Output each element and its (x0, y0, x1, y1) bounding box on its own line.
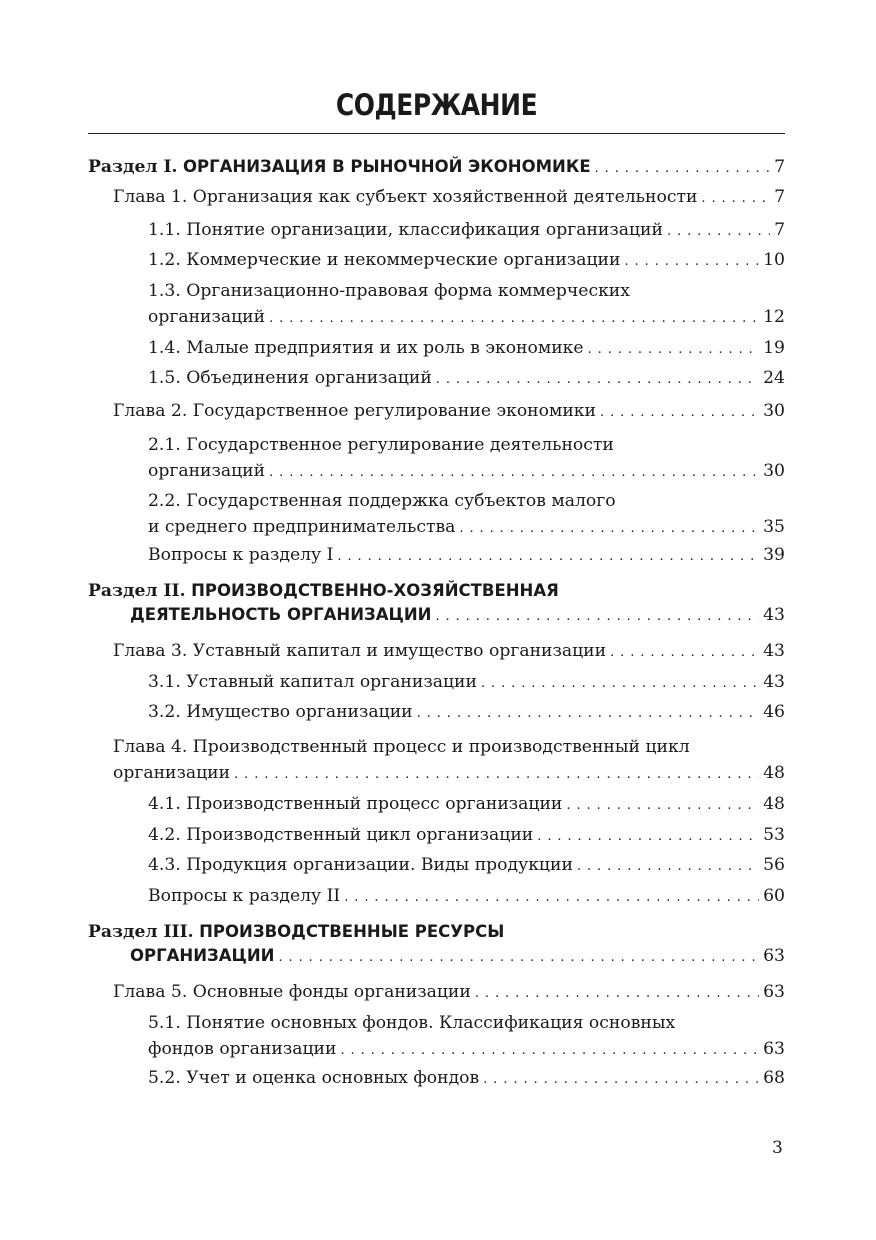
dot-leader (566, 792, 759, 818)
toc-entry-title: ОРГАНИЗАЦИЯ В РЫНОЧНОЙ ЭКОНОМИКЕ (183, 157, 591, 176)
toc-entry-item[interactable] (148, 366, 785, 390)
toc-page-number: 7 (774, 187, 785, 207)
section-prefix: Раздел II. (88, 581, 186, 601)
toc-entry-title: Глава 5. Основные фонды организации (113, 982, 471, 1002)
section-prefix: Раздел I. (88, 157, 178, 177)
toc-entry-title: организаций (148, 307, 266, 327)
toc-page-number: 46 (763, 702, 785, 722)
dot-leader (588, 336, 760, 362)
toc-page-number: 30 (763, 461, 785, 481)
toc-page-number: 56 (763, 855, 785, 875)
dot-leader (475, 980, 759, 1006)
toc-entry-chapter[interactable] (113, 639, 785, 663)
toc-entry-title: 1.1. Понятие организации, классификация организаций (148, 220, 663, 240)
toc-entry-title: 1.3. Организационно-правовая форма коммерческих (148, 281, 630, 301)
toc-entry-item[interactable] (148, 823, 785, 847)
toc-entry-title: 3.2. Имущество организации (148, 702, 413, 722)
toc-entry-section[interactable] (88, 155, 785, 179)
dot-leader (269, 459, 759, 485)
toc-entry-section[interactable] (88, 579, 785, 627)
toc-page-number: 43 (763, 641, 785, 661)
toc-entry-item[interactable] (148, 336, 785, 360)
toc-entry-title: ПРОИЗВОДСТВЕННО-ХОЗЯЙСТВЕННАЯ (191, 581, 559, 600)
dot-leader (269, 305, 759, 331)
dot-leader (481, 670, 759, 696)
section-prefix: Раздел III. (88, 922, 194, 942)
dot-leader (435, 603, 759, 629)
toc-page-number: 43 (763, 605, 785, 625)
dot-leader (417, 700, 760, 726)
toc-entry-title: 4.2. Производственный цикл организации (148, 825, 534, 845)
page-number: 3 (772, 1138, 783, 1158)
toc-entry-item[interactable] (148, 853, 785, 877)
toc-entry-item[interactable] (148, 218, 785, 242)
toc-entry-title: фондов организации (148, 1039, 337, 1059)
dot-leader (624, 248, 759, 274)
dot-leader (595, 155, 770, 181)
toc-entry-item[interactable] (148, 700, 785, 724)
toc-entry-item[interactable] (148, 884, 785, 908)
toc-entry-title: Вопросы к разделу I (148, 545, 334, 565)
toc-entry-item[interactable] (148, 1066, 785, 1090)
toc-page-number: 63 (763, 982, 785, 1002)
dot-leader (483, 1066, 759, 1092)
toc-entry-title: Глава 2. Государственное регулирование экономики (113, 401, 596, 421)
toc-entry-title: 2.2. Государственная поддержка субъектов малого (148, 491, 616, 511)
toc-page-number: 12 (763, 307, 785, 327)
toc-page-number: 68 (763, 1068, 785, 1088)
toc-entry-title: 4.1. Производственный процесс организации (148, 794, 563, 814)
toc-entry-item[interactable] (148, 279, 785, 329)
dot-leader (344, 884, 759, 910)
toc-entry-chapter[interactable] (113, 185, 785, 209)
toc-entry-title: и среднего предпринимательства (148, 517, 456, 537)
toc-entry-item[interactable] (148, 433, 785, 483)
toc-entry-title: ОРГАНИЗАЦИИ (130, 946, 275, 965)
toc-entry-title: 2.1. Государственное регулирование деятельности (148, 435, 614, 455)
toc-entry-title: 1.5. Объединения организаций (148, 368, 432, 388)
toc-entry-title: ДЕЯТЕЛЬНОСТЬ ОРГАНИЗАЦИИ (130, 605, 432, 624)
dot-leader (278, 944, 759, 970)
toc-entry-title: 3.1. Уставный капитал организации (148, 672, 477, 692)
toc-entry-title: 4.3. Продукция организации. Виды продукции (148, 855, 573, 875)
toc-entry-chapter[interactable] (113, 735, 785, 785)
toc-entry-section[interactable] (88, 920, 785, 968)
dot-leader (340, 1037, 759, 1063)
dot-leader (234, 761, 759, 787)
toc-entry-title: организации (113, 763, 231, 783)
toc-page-number: 10 (763, 250, 785, 270)
toc-page-number: 48 (763, 763, 785, 783)
toc-page-number: 24 (763, 368, 785, 388)
toc-entry-item[interactable] (148, 248, 785, 272)
dot-leader (701, 185, 770, 211)
toc-page-number: 63 (763, 946, 785, 966)
toc-page-number: 39 (763, 545, 785, 565)
toc-entry-title: Глава 4. Производственный процесс и производственный цикл (113, 737, 690, 757)
toc-page-number: 48 (763, 794, 785, 814)
toc-entry-title: 5.2. Учет и оценка основных фондов (148, 1068, 480, 1088)
toc-page-number: 60 (763, 886, 785, 906)
toc-page-number: 19 (763, 338, 785, 358)
toc-entry-title: 1.4. Малые предприятия и их роль в экономике (148, 338, 584, 358)
toc-entry-title: 1.2. Коммерческие и некоммерческие организации (148, 250, 621, 270)
toc-entry-title: 5.1. Понятие основных фондов. Классификация основных (148, 1013, 676, 1033)
toc-page-number: 7 (774, 220, 785, 240)
toc-entry-chapter[interactable] (113, 980, 785, 1004)
toc-entry-chapter[interactable] (113, 399, 785, 423)
dot-leader (610, 639, 759, 665)
toc-page-number: 43 (763, 672, 785, 692)
dot-leader (667, 218, 770, 244)
dot-leader (577, 853, 759, 879)
toc-entry-title: ПРОИЗВОДСТВЕННЫЕ РЕСУРСЫ (199, 922, 505, 941)
page-title: СОДЕРЖАНИЕ (335, 88, 538, 122)
toc-page-number: 30 (763, 401, 785, 421)
toc-page-number: 35 (763, 517, 785, 537)
toc-entry-item[interactable] (148, 489, 785, 539)
toc-entry-item[interactable] (148, 543, 785, 567)
toc-entry-title: Вопросы к разделу II (148, 886, 341, 906)
dot-leader (600, 399, 759, 425)
toc-entry-item[interactable] (148, 792, 785, 816)
toc-entry-item[interactable] (148, 670, 785, 694)
toc-entry-title: организаций (148, 461, 266, 481)
dot-leader (459, 515, 759, 541)
dot-leader (337, 543, 759, 569)
toc-page-number: 63 (763, 1039, 785, 1059)
dot-leader (537, 823, 759, 849)
toc-entry-item[interactable] (148, 1011, 785, 1061)
toc-page-number: 7 (774, 157, 785, 177)
toc-entry-title: Глава 3. Уставный капитал и имущество организации (113, 641, 607, 661)
toc-entry-title: Глава 1. Организация как субъект хозяйственной деятельности (113, 187, 698, 207)
title-divider (88, 133, 785, 134)
dot-leader (436, 366, 759, 392)
toc-page-number: 53 (763, 825, 785, 845)
